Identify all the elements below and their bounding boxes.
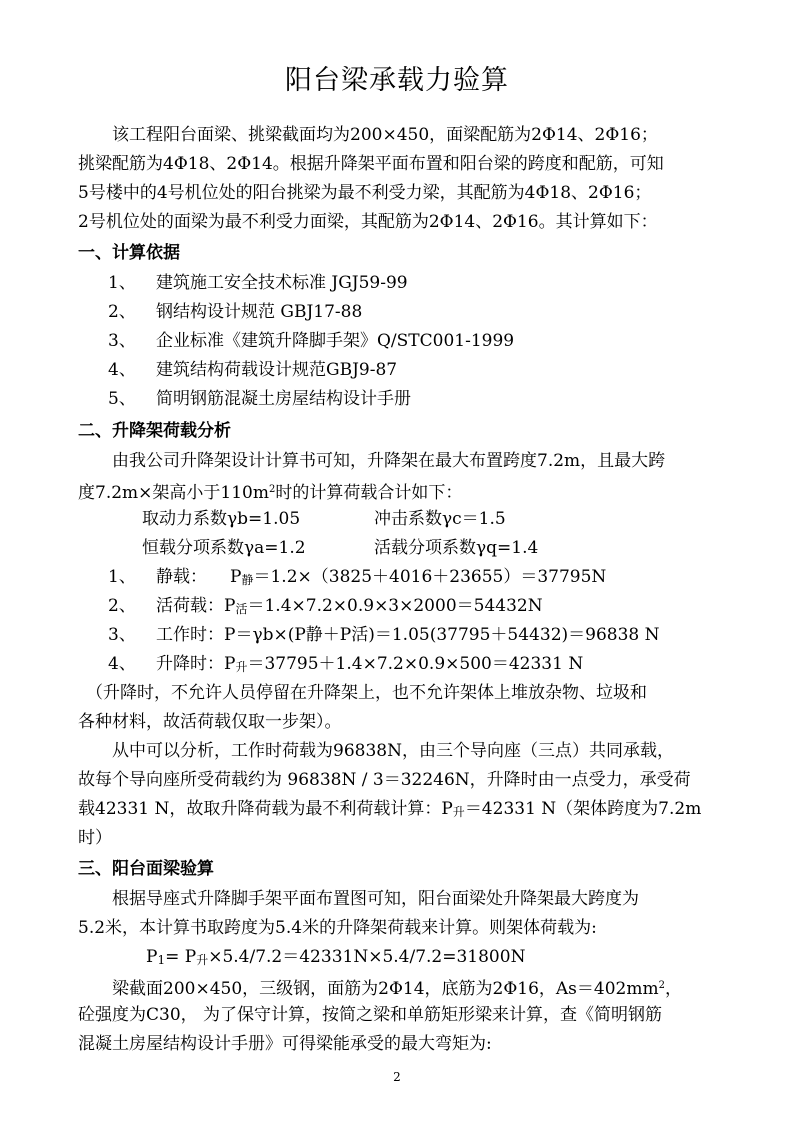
analysis-line-4: 时） (78, 828, 112, 848)
text-run: 梁截面200×450，三级钢，面筋为2Φ14，底筋为2Φ16，As＝402mm (78, 979, 659, 999)
reference-number: 1、 (108, 273, 136, 293)
section-1-heading: 一、计算依据 (78, 243, 180, 263)
subscript: 静 (241, 573, 254, 587)
load-item-3 (108, 624, 660, 646)
load-item-1 (108, 566, 606, 591)
coefficient-live-load: 活载分项系数γq=1.4 (374, 538, 539, 558)
superscript: 2 (268, 484, 276, 495)
load-paragraph-line-2 (78, 479, 462, 504)
load-formula: ＝1.4×7.2×0.9×3×2000＝54432N (247, 596, 543, 616)
text-run: 时的计算荷载合计如下： (275, 483, 463, 503)
section-2-heading: 二、升降架荷载分析 (78, 421, 231, 441)
reference-number: 5、 (108, 389, 136, 409)
load-number: 3、 (108, 625, 136, 645)
reference-text: 简明钢筋混凝土房屋结构设计手册 (156, 389, 411, 409)
note-line-2: 各种材料，故活荷载仅取一步架）。 (78, 712, 342, 732)
intro-line-3: 5号楼中的4号机位处的阳台挑梁为最不利受力梁，其配筋为4Φ18、2Φ16； (78, 183, 652, 203)
beam-paragraph-line-1: 根据导座式升降脚手架平面布置图可知，阳台面梁处升降架最大跨度为 (78, 889, 639, 909)
beam-section-line-2: 砼强度为C30， 为了保守计算，按简之梁和单筋矩形梁来计算，查《简明钢筋 (78, 1005, 663, 1025)
reference-item-3 (108, 330, 514, 352)
load-formula: ＝1.2×（3825＋4016＋23655）＝37795N (253, 567, 607, 587)
subscript: 升 (452, 805, 465, 819)
text-run: P (224, 596, 236, 616)
text-run: ＝42331 N（架体跨度为7.2m (464, 799, 702, 819)
load-number: 1、 (108, 567, 136, 587)
load-number: 2、 (108, 596, 136, 616)
load-label: 升降时： (156, 654, 224, 674)
load-formula: ＝37795＋1.4×7.2×0.9×500＝42331 N (247, 654, 584, 674)
frame-load-formula (146, 946, 525, 971)
load-formula: P＝γb×(P静＋P活)＝1.05(37795＋54432)＝96838 N (224, 625, 660, 645)
subscript: 活 (235, 602, 248, 616)
page-title: 阳台梁承载力验算 (285, 65, 509, 96)
reference-text: 钢结构设计规范 GBJ17-88 (156, 302, 363, 322)
analysis-line-1: 从中可以分析，工作时荷载为96838N，由三个导向座（三点）共同承载， (78, 741, 674, 761)
load-label: 静载： (156, 567, 207, 587)
load-label: 工作时： (156, 625, 224, 645)
subscript: 升 (196, 953, 209, 967)
reference-item-4 (108, 359, 397, 381)
coefficient-dead-load: 恒载分项系数γa=1.2 (142, 538, 306, 558)
load-number: 4、 (108, 654, 136, 674)
beam-section-line-3: 混凝土房屋结构设计手册》可得梁能承受的最大弯矩为: (78, 1034, 492, 1054)
text-run: 度7.2m×架高小于110m (78, 483, 269, 503)
text-run: 载42331 N，故取升降荷载为最不利荷载计算：P (78, 799, 453, 819)
text-run: ×5.4/7.2＝42331N×5.4/7.2=31800N (208, 947, 526, 967)
analysis-line-3 (78, 798, 701, 823)
superscript: 2 (658, 980, 665, 991)
section-3-heading: 三、阳台面梁验算 (78, 859, 214, 879)
coefficient-dynamic: 取动力系数γb=1.05 (142, 509, 301, 529)
analysis-line-2: 故每个导向座所受荷载约为 96838N / 3＝32246N，升降时由一点受力，承受荷 (78, 770, 691, 790)
beam-paragraph-line-2: 5.2米，本计算书取跨度为5.4米的升降架荷载来计算。则架体荷载为: (78, 918, 597, 938)
reference-text: 建筑结构荷载设计规范GBJ9-87 (156, 360, 398, 380)
reference-text: 建筑施工安全技术标准 JGJ59-99 (156, 273, 408, 293)
reference-number: 2、 (108, 302, 136, 322)
load-item-4 (108, 653, 583, 678)
subscript: 升 (235, 660, 248, 674)
load-paragraph-line-1: 由我公司升降架设计计算书可知，升降架在最大布置跨度7.2m，且最大跨 (78, 451, 666, 471)
intro-line-1: 该工程阳台面梁、挑梁截面均为200×450，面梁配筋为2Φ14、2Φ16； (78, 125, 658, 145)
page-number: 2 (393, 1070, 401, 1084)
text-run: ， (664, 979, 682, 999)
text-run: P (146, 947, 158, 967)
reference-item-2 (108, 301, 362, 323)
reference-item-5 (108, 388, 411, 410)
reference-number: 3、 (108, 331, 136, 351)
text-run: P (224, 654, 236, 674)
intro-line-4: 2号机位处的面梁为最不利受力面梁，其配筋为2Φ14、2Φ16。其计算如下： (78, 212, 658, 232)
note-line-1: （升降时，不允许人员停留在升降架上，也不允许架体上堆放杂物、垃圾和 (86, 683, 647, 703)
load-item-2 (108, 595, 543, 620)
coefficient-impact: 冲击系数γc＝1.5 (374, 509, 506, 529)
intro-line-2: 挑梁配筋为4Φ18、2Φ14。根据升降架平面布置和阳台梁的跨度和配筋，可知 (78, 154, 664, 174)
reference-text: 企业标准《建筑升降脚手架》Q/STC001-1999 (156, 331, 515, 351)
subscript: 1 (157, 953, 166, 967)
text-run: = P (165, 947, 197, 967)
text-run: P (230, 567, 242, 587)
reference-number: 4、 (108, 360, 136, 380)
beam-section-line-1 (78, 975, 682, 1000)
load-label: 活荷载： (156, 596, 224, 616)
reference-item-1 (108, 272, 408, 294)
